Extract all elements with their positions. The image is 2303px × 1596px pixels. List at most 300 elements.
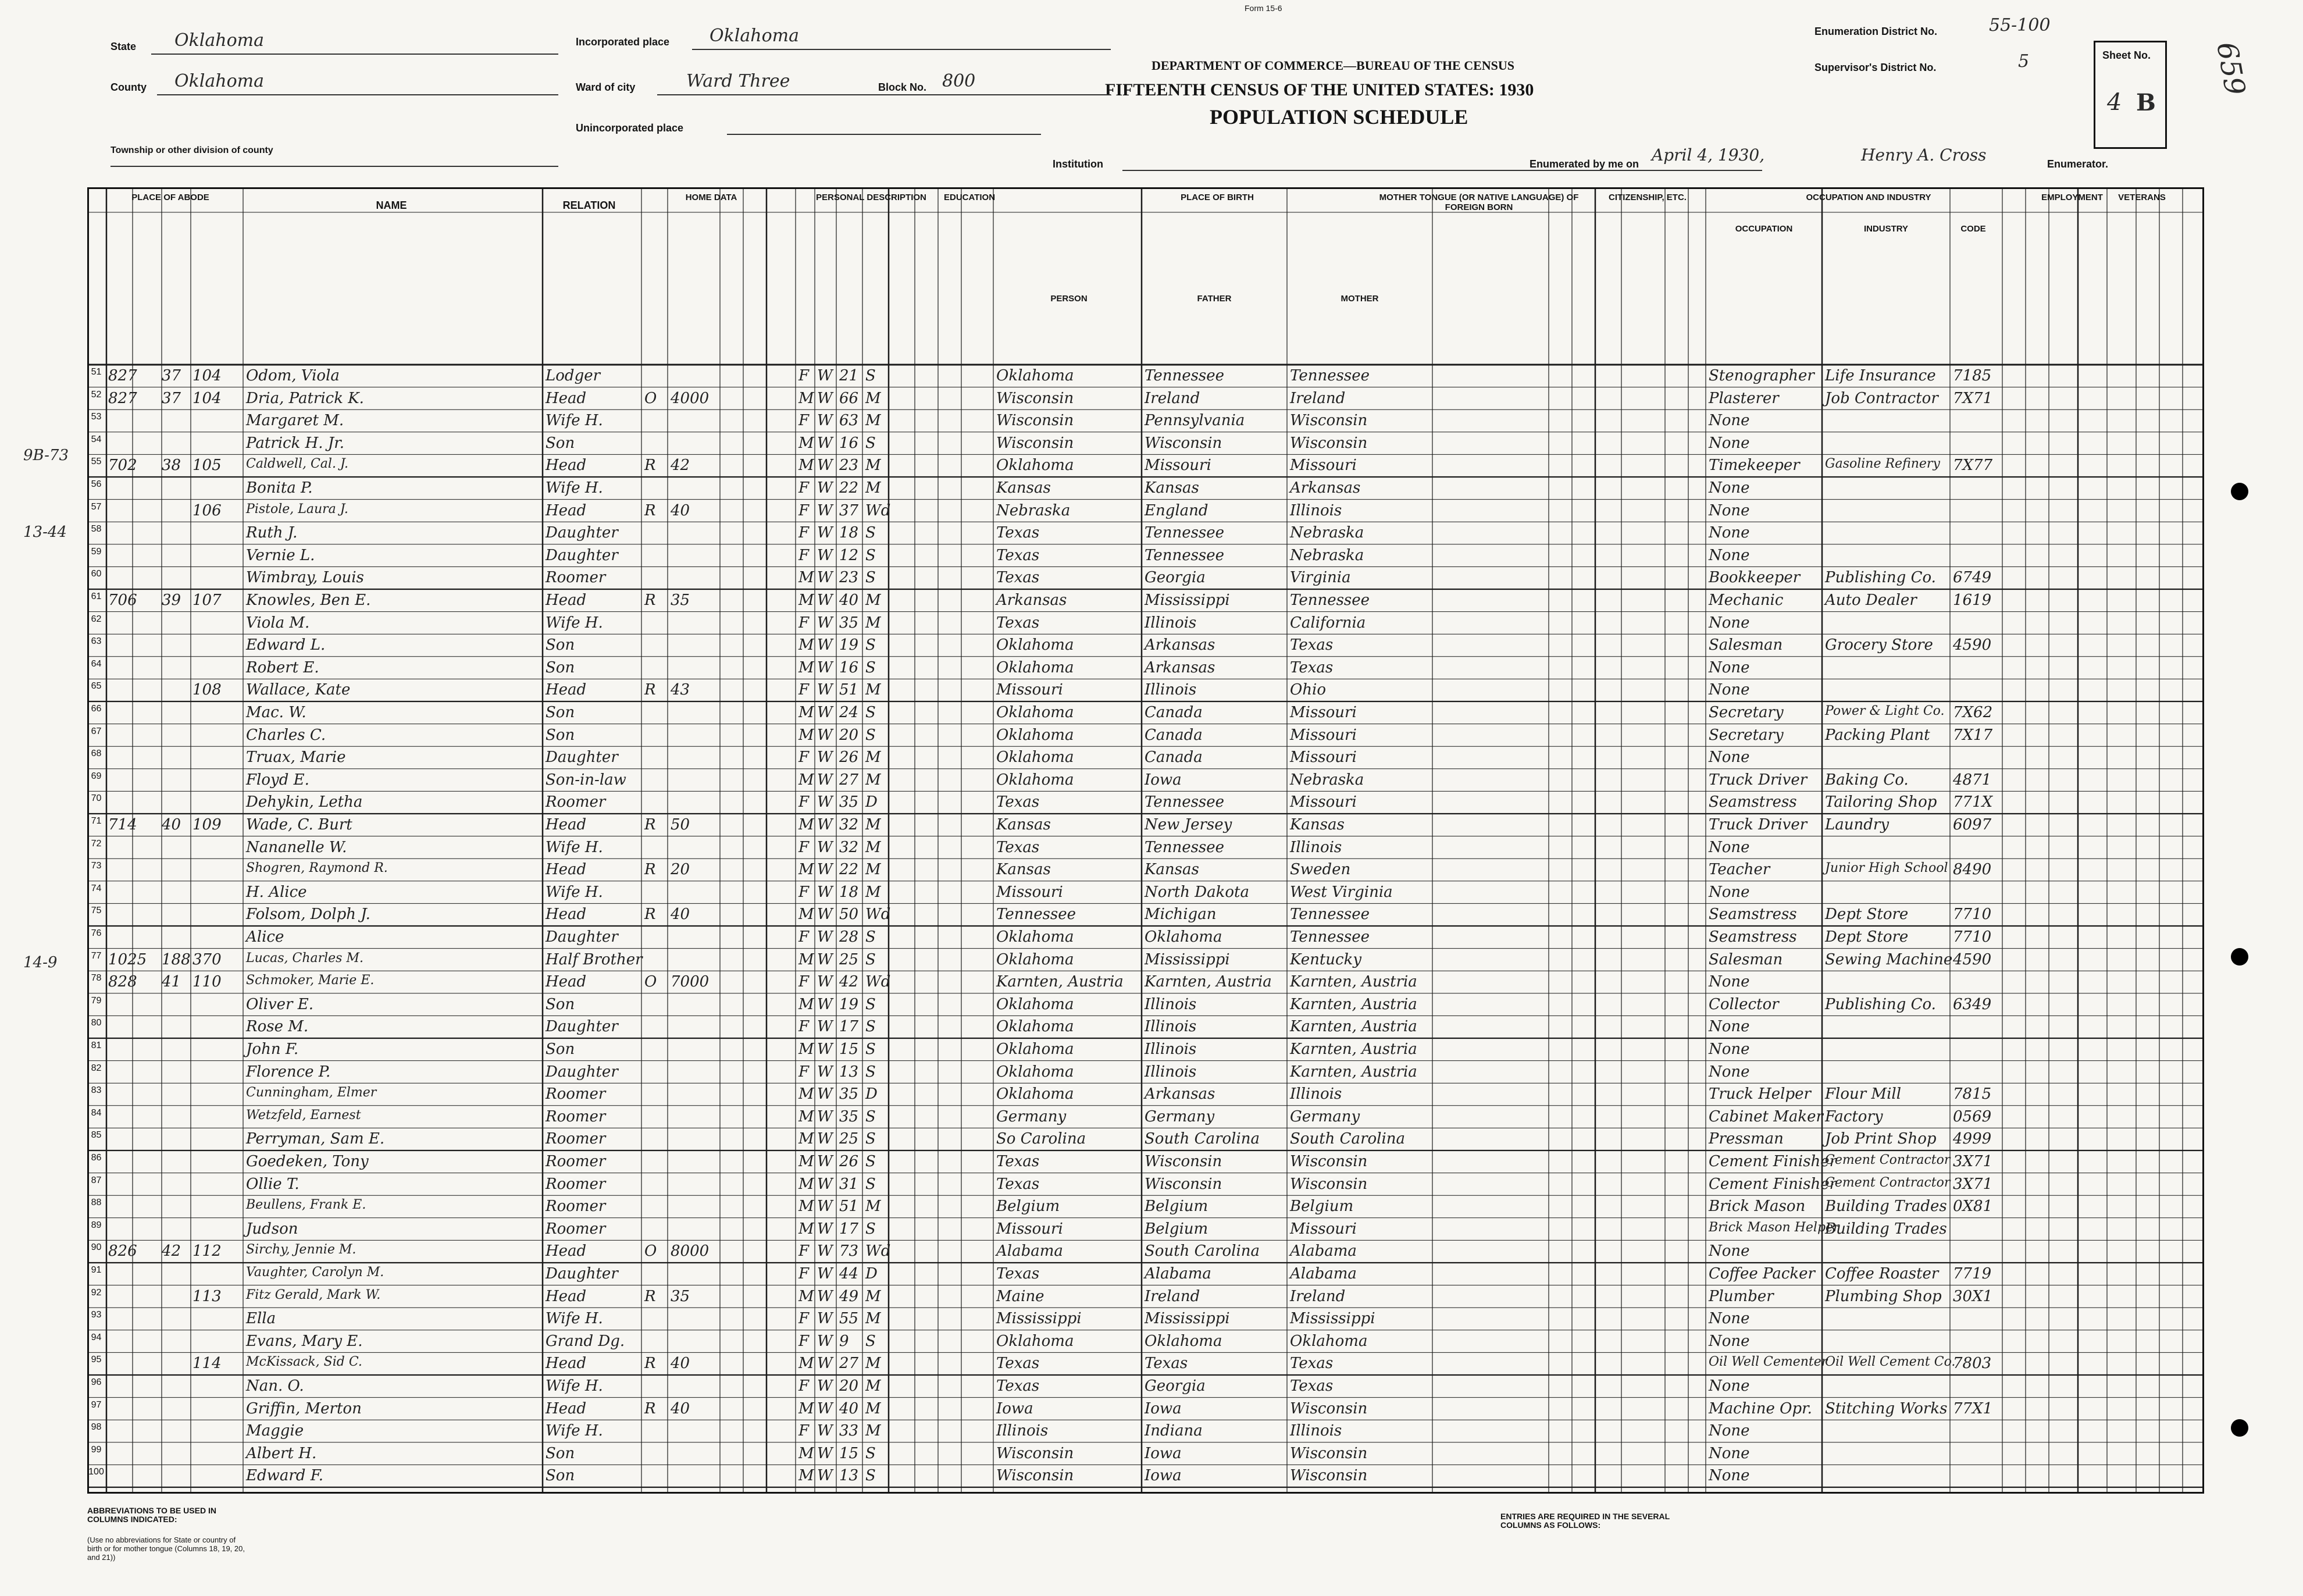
- person-name: Goedeken, Tony: [246, 1153, 369, 1170]
- birthplace-father: Wisconsin: [1145, 434, 1222, 452]
- sex: F: [798, 749, 810, 767]
- header-father: FATHER: [1197, 294, 1232, 304]
- line-number: 82: [91, 1063, 102, 1073]
- line-number: 98: [91, 1422, 102, 1433]
- birthplace-person: Wisconsin: [996, 1467, 1074, 1485]
- sex: M: [798, 704, 814, 721]
- relation: Roomer: [546, 569, 606, 587]
- occupation: Truck Driver: [1709, 771, 1808, 789]
- dwelling-number: 706: [108, 592, 137, 609]
- sheet-side: B: [2136, 89, 2156, 116]
- race: W: [817, 861, 833, 879]
- age: 31: [839, 1175, 859, 1193]
- line-number: 55: [91, 457, 102, 467]
- marital-status: D: [865, 1085, 878, 1103]
- birthplace-father: Iowa: [1145, 771, 1182, 789]
- birthplace-person: Oklahoma: [996, 1332, 1074, 1350]
- age: 13: [839, 1467, 859, 1485]
- race: W: [817, 389, 833, 407]
- person-name: Fitz Gerald, Mark W.: [246, 1287, 381, 1302]
- relation: Head: [546, 592, 587, 609]
- home-value: 8000: [671, 1242, 710, 1260]
- birthplace-mother: Illinois: [1290, 1085, 1342, 1103]
- occupation: Brick Mason Helper: [1709, 1220, 1839, 1235]
- birthplace-mother: Virginia: [1290, 569, 1351, 587]
- person-name: Floyd E.: [246, 771, 309, 789]
- occupation: Teacher: [1709, 861, 1770, 879]
- family-visit-number: 113: [192, 1287, 222, 1305]
- home-tenure: R: [644, 681, 656, 699]
- line-number: 78: [91, 973, 102, 984]
- line-number: 87: [91, 1175, 102, 1185]
- marital-status: Wd: [865, 1242, 891, 1260]
- relation: Roomer: [546, 1175, 606, 1193]
- birthplace-mother: Karnten, Austria: [1290, 1041, 1417, 1058]
- unincorporated-line: [727, 134, 1041, 135]
- age: 42: [839, 973, 859, 991]
- line-number: 53: [91, 412, 102, 422]
- sex: M: [798, 1287, 814, 1305]
- birthplace-father: South Carolina: [1145, 1130, 1260, 1148]
- family-visit-number: 114: [192, 1355, 222, 1373]
- occupation-code: 0X81: [1953, 1198, 1993, 1216]
- occupation: Mechanic: [1709, 592, 1784, 609]
- relation: Daughter: [546, 524, 618, 542]
- birthplace-father: Illinois: [1145, 1041, 1197, 1058]
- industry: Building Trades: [1825, 1220, 1947, 1238]
- industry: Publishing Co.: [1825, 569, 1936, 587]
- birthplace-father: Mississippi: [1145, 1310, 1230, 1328]
- occupation: Salesman: [1709, 950, 1783, 968]
- dwelling-number: 828: [108, 973, 137, 991]
- race: W: [817, 1063, 833, 1081]
- marital-status: S: [865, 726, 876, 744]
- person-name: Judson: [246, 1220, 298, 1238]
- relation: Daughter: [546, 1063, 618, 1081]
- relation: Wife H.: [546, 883, 603, 901]
- enumerator-label: Enumerator.: [2047, 158, 2109, 170]
- occupation: Cement Finisher: [1709, 1175, 1837, 1193]
- occupation: None: [1709, 479, 1750, 497]
- occupation-code: 7710: [1953, 928, 1992, 946]
- incorporated-line: [692, 49, 1111, 50]
- marital-status: M: [865, 457, 881, 475]
- occupation: None: [1709, 1467, 1750, 1485]
- line-number: 57: [91, 501, 102, 512]
- person-name: Truax, Marie: [246, 749, 346, 767]
- sex: F: [798, 681, 810, 699]
- abbrev-title: ABBREVIATIONS TO BE USED IN COLUMNS INDICATED:: [87, 1506, 216, 1524]
- occupation-code: 7X77: [1953, 457, 1993, 475]
- sex: M: [798, 950, 814, 968]
- relation: Roomer: [546, 793, 606, 811]
- birthplace-father: Ireland: [1145, 389, 1200, 407]
- department-title: DEPARTMENT OF COMMERCE—BUREAU OF THE CENSUS: [1152, 58, 1515, 73]
- relation: Head: [546, 906, 587, 924]
- birthplace-person: Oklahoma: [996, 995, 1074, 1013]
- family-visit-number: 106: [192, 501, 222, 519]
- birthplace-mother: Nebraska: [1290, 546, 1364, 564]
- header-code: CODE: [1960, 224, 1986, 234]
- relation: Head: [546, 389, 587, 407]
- age: 27: [839, 1355, 859, 1373]
- home-tenure: R: [644, 457, 656, 475]
- industry: Flour Mill: [1825, 1085, 1902, 1103]
- marital-status: S: [865, 1220, 876, 1238]
- birthplace-mother: Alabama: [1290, 1265, 1357, 1282]
- sex: M: [798, 389, 814, 407]
- race: W: [817, 569, 833, 587]
- home-value: 35: [671, 592, 690, 609]
- state-value: Oklahoma: [174, 30, 264, 51]
- occupation: None: [1709, 412, 1750, 430]
- relation: Half Brother: [546, 950, 643, 968]
- punch-hole-2: [2231, 948, 2248, 966]
- birthplace-mother: Illinois: [1290, 838, 1342, 856]
- industry: Cement Contractor: [1825, 1153, 1951, 1167]
- birthplace-person: Texas: [996, 1355, 1040, 1373]
- birthplace-person: Kansas: [996, 479, 1051, 497]
- race: W: [817, 749, 833, 767]
- person-name: Shogren, Raymond R.: [246, 861, 388, 876]
- birthplace-person: Karnten, Austria: [996, 973, 1124, 991]
- race: W: [817, 704, 833, 721]
- birthplace-person: Oklahoma: [996, 1063, 1074, 1081]
- person-name: Wimbray, Louis: [246, 569, 364, 587]
- occupation: Cabinet Maker: [1709, 1107, 1823, 1125]
- relation: Roomer: [546, 1198, 606, 1216]
- birthplace-person: Kansas: [996, 816, 1051, 833]
- marital-status: S: [865, 1467, 876, 1485]
- institution-label: Institution: [1053, 158, 1103, 170]
- sex: M: [798, 434, 814, 452]
- birthplace-mother: Texas: [1290, 1377, 1334, 1395]
- birthplace-mother: California: [1290, 614, 1366, 632]
- sex: F: [798, 1242, 810, 1260]
- relation: Wife H.: [546, 412, 603, 430]
- birthplace-father: Germany: [1145, 1107, 1215, 1125]
- home-value: 20: [671, 861, 690, 879]
- marital-status: M: [865, 1422, 881, 1440]
- supervisor-label: Supervisor's District No.: [1814, 62, 1937, 73]
- dwelling-number: 702: [108, 457, 137, 475]
- line-number: 77: [91, 950, 102, 961]
- person-name: McKissack, Sid C.: [246, 1355, 362, 1370]
- sex: F: [798, 973, 810, 991]
- occupation: None: [1709, 681, 1750, 699]
- marital-status: M: [865, 412, 881, 430]
- birthplace-father: Tennessee: [1145, 838, 1225, 856]
- line-number: 100: [88, 1467, 104, 1477]
- person-name: Bonita P.: [246, 479, 313, 497]
- race: W: [817, 816, 833, 833]
- race: W: [817, 1467, 833, 1485]
- occupation: None: [1709, 614, 1750, 632]
- birthplace-mother: Missouri: [1290, 749, 1357, 767]
- person-name: Beullens, Frank E.: [246, 1198, 366, 1213]
- family-number: 38: [162, 457, 181, 475]
- occupation-code: 771X: [1953, 793, 1993, 811]
- sex: F: [798, 479, 810, 497]
- race: W: [817, 950, 833, 968]
- industry: Auto Dealer: [1825, 592, 1917, 609]
- home-tenure: R: [644, 861, 656, 879]
- relation: Wife H.: [546, 1377, 603, 1395]
- marital-status: M: [865, 1287, 881, 1305]
- unincorporated-label: Unincorporated place: [576, 122, 684, 134]
- birthplace-mother: Missouri: [1290, 1220, 1357, 1238]
- person-name: Vaughter, Carolyn M.: [246, 1265, 384, 1280]
- age: 27: [839, 771, 859, 789]
- sex: F: [798, 1265, 810, 1282]
- line-number: 62: [91, 614, 102, 624]
- person-name: Wallace, Kate: [246, 681, 351, 699]
- institution-line: [1122, 170, 1762, 171]
- age: 22: [839, 861, 859, 879]
- sex: F: [798, 501, 810, 519]
- marital-status: M: [865, 1399, 881, 1417]
- schedule-title: POPULATION SCHEDULE: [1210, 105, 1468, 129]
- occupation: Secretary: [1709, 704, 1784, 721]
- line-number: 63: [91, 636, 102, 647]
- home-tenure: R: [644, 906, 656, 924]
- marital-status: M: [865, 1198, 881, 1216]
- occupation: Coffee Packer: [1709, 1265, 1815, 1282]
- birthplace-person: Wisconsin: [996, 434, 1074, 452]
- sex: M: [798, 658, 814, 676]
- abbrev-note: (Use no abbreviations for State or country of birth or for mother tongue (Columns 18, 19, 20, and 21)): [87, 1536, 245, 1562]
- family-visit-number: 104: [192, 367, 222, 384]
- relation: Son: [546, 704, 575, 721]
- age: 51: [839, 1198, 859, 1216]
- home-value: 4000: [671, 389, 710, 407]
- birthplace-mother: Tennessee: [1290, 928, 1370, 946]
- marital-status: S: [865, 1063, 876, 1081]
- marital-status: M: [865, 883, 881, 901]
- relation: Son: [546, 1467, 575, 1485]
- race: W: [817, 1310, 833, 1328]
- sex: M: [798, 1399, 814, 1417]
- birthplace-mother: Ireland: [1290, 1287, 1346, 1305]
- occupation: None: [1709, 1310, 1750, 1328]
- home-tenure: O: [644, 1242, 657, 1260]
- relation: Son: [546, 726, 575, 744]
- race: W: [817, 1198, 833, 1216]
- race: W: [817, 1175, 833, 1193]
- birthplace-father: Canada: [1145, 726, 1203, 744]
- home-tenure: R: [644, 1399, 656, 1417]
- birthplace-father: South Carolina: [1145, 1242, 1260, 1260]
- group-place-of-abode: PLACE OF ABODE: [131, 193, 209, 202]
- group-education: EDUCATION: [944, 193, 996, 202]
- birthplace-person: Oklahoma: [996, 950, 1074, 968]
- occupation: None: [1709, 1242, 1750, 1260]
- sex: F: [798, 614, 810, 632]
- age: 15: [839, 1444, 859, 1462]
- line-number: 59: [91, 546, 102, 557]
- birthplace-father: Michigan: [1145, 906, 1217, 924]
- sex: F: [798, 1310, 810, 1328]
- occupation: Truck Driver: [1709, 816, 1808, 833]
- occupation: None: [1709, 838, 1750, 856]
- age: 35: [839, 614, 859, 632]
- person-name: Nan. O.: [246, 1377, 304, 1395]
- line-number: 74: [91, 883, 102, 893]
- family-number: 39: [162, 592, 181, 609]
- race: W: [817, 906, 833, 924]
- marital-status: M: [865, 1310, 881, 1328]
- occupation: Plumber: [1709, 1287, 1774, 1305]
- race: W: [817, 838, 833, 856]
- marital-status: M: [865, 861, 881, 879]
- age: 37: [839, 501, 859, 519]
- birthplace-person: Texas: [996, 546, 1040, 564]
- birthplace-mother: Karnten, Austria: [1290, 973, 1417, 991]
- line-number: 86: [91, 1153, 102, 1163]
- occupation-code: 7815: [1953, 1085, 1992, 1103]
- race: W: [817, 1242, 833, 1260]
- birthplace-mother: Belgium: [1290, 1198, 1354, 1216]
- birthplace-person: So Carolina: [996, 1130, 1086, 1148]
- birthplace-father: Oklahoma: [1145, 928, 1222, 946]
- sex: F: [798, 1018, 810, 1036]
- person-name: Ella: [246, 1310, 276, 1328]
- birthplace-mother: Nebraska: [1290, 771, 1364, 789]
- birthplace-father: Illinois: [1145, 681, 1197, 699]
- sheet-box: [2094, 41, 2167, 149]
- marital-status: S: [865, 704, 876, 721]
- marital-status: S: [865, 1130, 876, 1148]
- person-name: H. Alice: [246, 883, 307, 901]
- birthplace-person: Missouri: [996, 1220, 1063, 1238]
- line-number: 51: [91, 367, 102, 377]
- marital-status: S: [865, 1018, 876, 1036]
- sex: M: [798, 1041, 814, 1058]
- birthplace-person: Iowa: [996, 1399, 1033, 1417]
- occupation: Machine Opr.: [1709, 1399, 1812, 1417]
- family-number: 42: [162, 1242, 181, 1260]
- age: 9: [839, 1332, 849, 1350]
- age: 35: [839, 1085, 859, 1103]
- line-number: 79: [91, 995, 102, 1006]
- birthplace-person: Oklahoma: [996, 636, 1074, 654]
- industry: Factory: [1825, 1107, 1883, 1125]
- occupation: Cement Finisher: [1709, 1153, 1837, 1170]
- occupation: Seamstress: [1709, 793, 1797, 811]
- county-label: County: [110, 81, 147, 93]
- race: W: [817, 726, 833, 744]
- industry: Gasoline Refinery: [1825, 457, 1940, 472]
- sex: F: [798, 1332, 810, 1350]
- person-name: Griffin, Merton: [246, 1399, 362, 1417]
- birthplace-mother: Wisconsin: [1290, 434, 1368, 452]
- age: 32: [839, 838, 859, 856]
- line-number: 92: [91, 1287, 102, 1298]
- sex: M: [798, 457, 814, 475]
- marital-status: Wd: [865, 906, 891, 924]
- margin-note-1: 9B-73: [23, 447, 69, 464]
- race: W: [817, 928, 833, 946]
- birthplace-father: Illinois: [1145, 1018, 1197, 1036]
- industry: Baking Co.: [1825, 771, 1909, 789]
- birthplace-father: Georgia: [1145, 569, 1206, 587]
- header-person: PERSON: [1050, 294, 1088, 304]
- birthplace-father: Pennsylvania: [1145, 412, 1245, 430]
- race: W: [817, 883, 833, 901]
- occupation-code: 4999: [1953, 1130, 1992, 1148]
- birthplace-mother: Wisconsin: [1290, 1175, 1368, 1193]
- race: W: [817, 793, 833, 811]
- birthplace-person: Wisconsin: [996, 1444, 1074, 1462]
- marital-status: S: [865, 1107, 876, 1125]
- occupation: Seamstress: [1709, 928, 1797, 946]
- relation: Son-in-law: [546, 771, 626, 789]
- block-label: Block No.: [878, 81, 927, 93]
- birthplace-person: Missouri: [996, 681, 1063, 699]
- age: 26: [839, 749, 859, 767]
- age: 33: [839, 1422, 859, 1440]
- age: 20: [839, 726, 859, 744]
- occupation: Oil Well Cementer: [1709, 1355, 1828, 1370]
- dwelling-number: 714: [108, 816, 137, 833]
- race: W: [817, 1041, 833, 1058]
- birthplace-person: Belgium: [996, 1198, 1060, 1216]
- marital-status: S: [865, 1041, 876, 1058]
- birthplace-person: Texas: [996, 1153, 1040, 1170]
- margin-note-2: 13-44: [23, 523, 67, 541]
- person-name: Evans, Mary E.: [246, 1332, 363, 1350]
- birthplace-person: Oklahoma: [996, 704, 1074, 721]
- birthplace-father: Mississippi: [1145, 950, 1230, 968]
- occupation-code: 7X17: [1953, 726, 1993, 744]
- birthplace-person: Nebraska: [996, 501, 1071, 519]
- birthplace-mother: South Carolina: [1290, 1130, 1406, 1148]
- group-occupation: OCCUPATION AND INDUSTRY: [1806, 193, 1931, 202]
- sex: M: [798, 1355, 814, 1373]
- ward-value: Ward Three: [686, 71, 790, 91]
- birthplace-person: Oklahoma: [996, 771, 1074, 789]
- line-number: 75: [91, 906, 102, 916]
- dwelling-number: 1025: [108, 950, 147, 968]
- birthplace-mother: Missouri: [1290, 704, 1357, 721]
- person-name: Alice: [246, 928, 284, 946]
- township-label: Township or other division of county: [110, 145, 273, 155]
- birthplace-father: Canada: [1145, 704, 1203, 721]
- line-number: 84: [91, 1107, 102, 1118]
- age: 18: [839, 883, 859, 901]
- marital-status: M: [865, 838, 881, 856]
- sex: M: [798, 1467, 814, 1485]
- race: W: [817, 973, 833, 991]
- person-name: Ollie T.: [246, 1175, 300, 1193]
- race: W: [817, 1085, 833, 1103]
- person-name: Sirchy, Jennie M.: [246, 1242, 356, 1257]
- birthplace-person: Alabama: [996, 1242, 1063, 1260]
- race: W: [817, 1018, 833, 1036]
- birthplace-father: New Jersey: [1145, 816, 1232, 833]
- occupation: None: [1709, 1332, 1750, 1350]
- race: W: [817, 501, 833, 519]
- age: 17: [839, 1018, 859, 1036]
- enum-district-value: 55-100: [1989, 15, 2051, 35]
- birthplace-mother: Texas: [1290, 636, 1334, 654]
- birthplace-mother: Karnten, Austria: [1290, 1063, 1417, 1081]
- birthplace-mother: Missouri: [1290, 793, 1357, 811]
- relation: Head: [546, 1287, 587, 1305]
- sex: F: [798, 1063, 810, 1081]
- person-name: Mac. W.: [246, 704, 306, 721]
- industry: Sewing Machine: [1825, 950, 1953, 968]
